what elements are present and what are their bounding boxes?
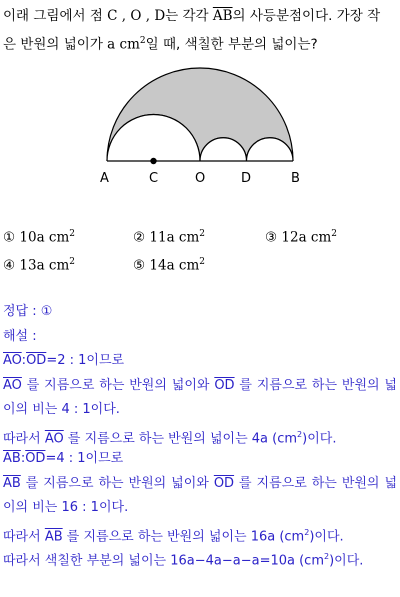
solution-line-6: $\overline{AB}$ 를 지름으로 하는 반원의 넓이와 $\overline{OD}$ 를 지름으로 하는 반원의 넓 [3, 475, 398, 491]
solution-line-5: $\overline{AB}:\overline{OD}=4$ : 1이므로 [3, 451, 124, 466]
solution-line-1: $\overline{AO}:\overline{OD}=2$ : 1이므로 [3, 353, 125, 368]
question-text [3, 4, 397, 58]
semicircle-figure [95, 66, 310, 190]
solution-line-3: 이의 비는 4 : 1이다. [3, 402, 120, 417]
question-line-2: 은 반원의 넓이가 a $cm^2$일 때, 색칠한 부분의 넓이는? [3, 36, 318, 53]
points-cod: C , O , D [107, 8, 166, 24]
option-5[interactable]: ⑤ 14a $cm^2$ [133, 257, 206, 274]
area-expression: a cm [107, 36, 140, 53]
option-3[interactable]: ③ 12a $cm^2$ [265, 229, 338, 246]
option-1[interactable]: ① 10a $cm^2$ [3, 229, 76, 246]
solution-line-2: $\overline{AO}$ 를 지름으로 하는 반원의 넓이와 $\overline{OD}$ 를 지름으로 하는 반원의 넓 [3, 377, 397, 393]
label-d: D [241, 171, 252, 186]
explanation-heading: 해설 : [3, 328, 37, 344]
solution-block [3, 300, 397, 570]
answer-line: 정답 : ① [3, 304, 53, 319]
figure-svg [95, 66, 310, 186]
solution-line-7: 이의 비는 16 : 1이다. [3, 500, 129, 515]
label-o: O [195, 171, 206, 186]
label-a: A [100, 171, 109, 186]
segment-ab: $\overline{AB}$ [212, 8, 233, 24]
solution-line-9: 따라서 색칠한 부분의 넓이는 16a−4a−a−a=10a $(cm^2)$이다. [3, 552, 364, 569]
point-c [150, 158, 156, 164]
option-4[interactable]: ④ 13a $cm^2$ [3, 257, 76, 274]
question-line-1: 이래 그림에서 점 C , O , D는 각각 $\overline{AB}$의 사등분점이다. 가장 작 [3, 8, 381, 24]
label-c: C [149, 171, 159, 186]
option-2[interactable]: ② 11a $cm^2$ [133, 229, 206, 246]
solution-line-4: 따라서 $\overline{AO}$ 를 지름으로 하는 반원의 넓이는 4a $(cm^2)$이다. [3, 429, 337, 446]
solution-line-8: 따라서 $\overline{AB}$ 를 지름으로 하는 반원의 넓이는 16a $(cm^2)$이다. [3, 527, 344, 544]
label-b: B [291, 171, 300, 186]
